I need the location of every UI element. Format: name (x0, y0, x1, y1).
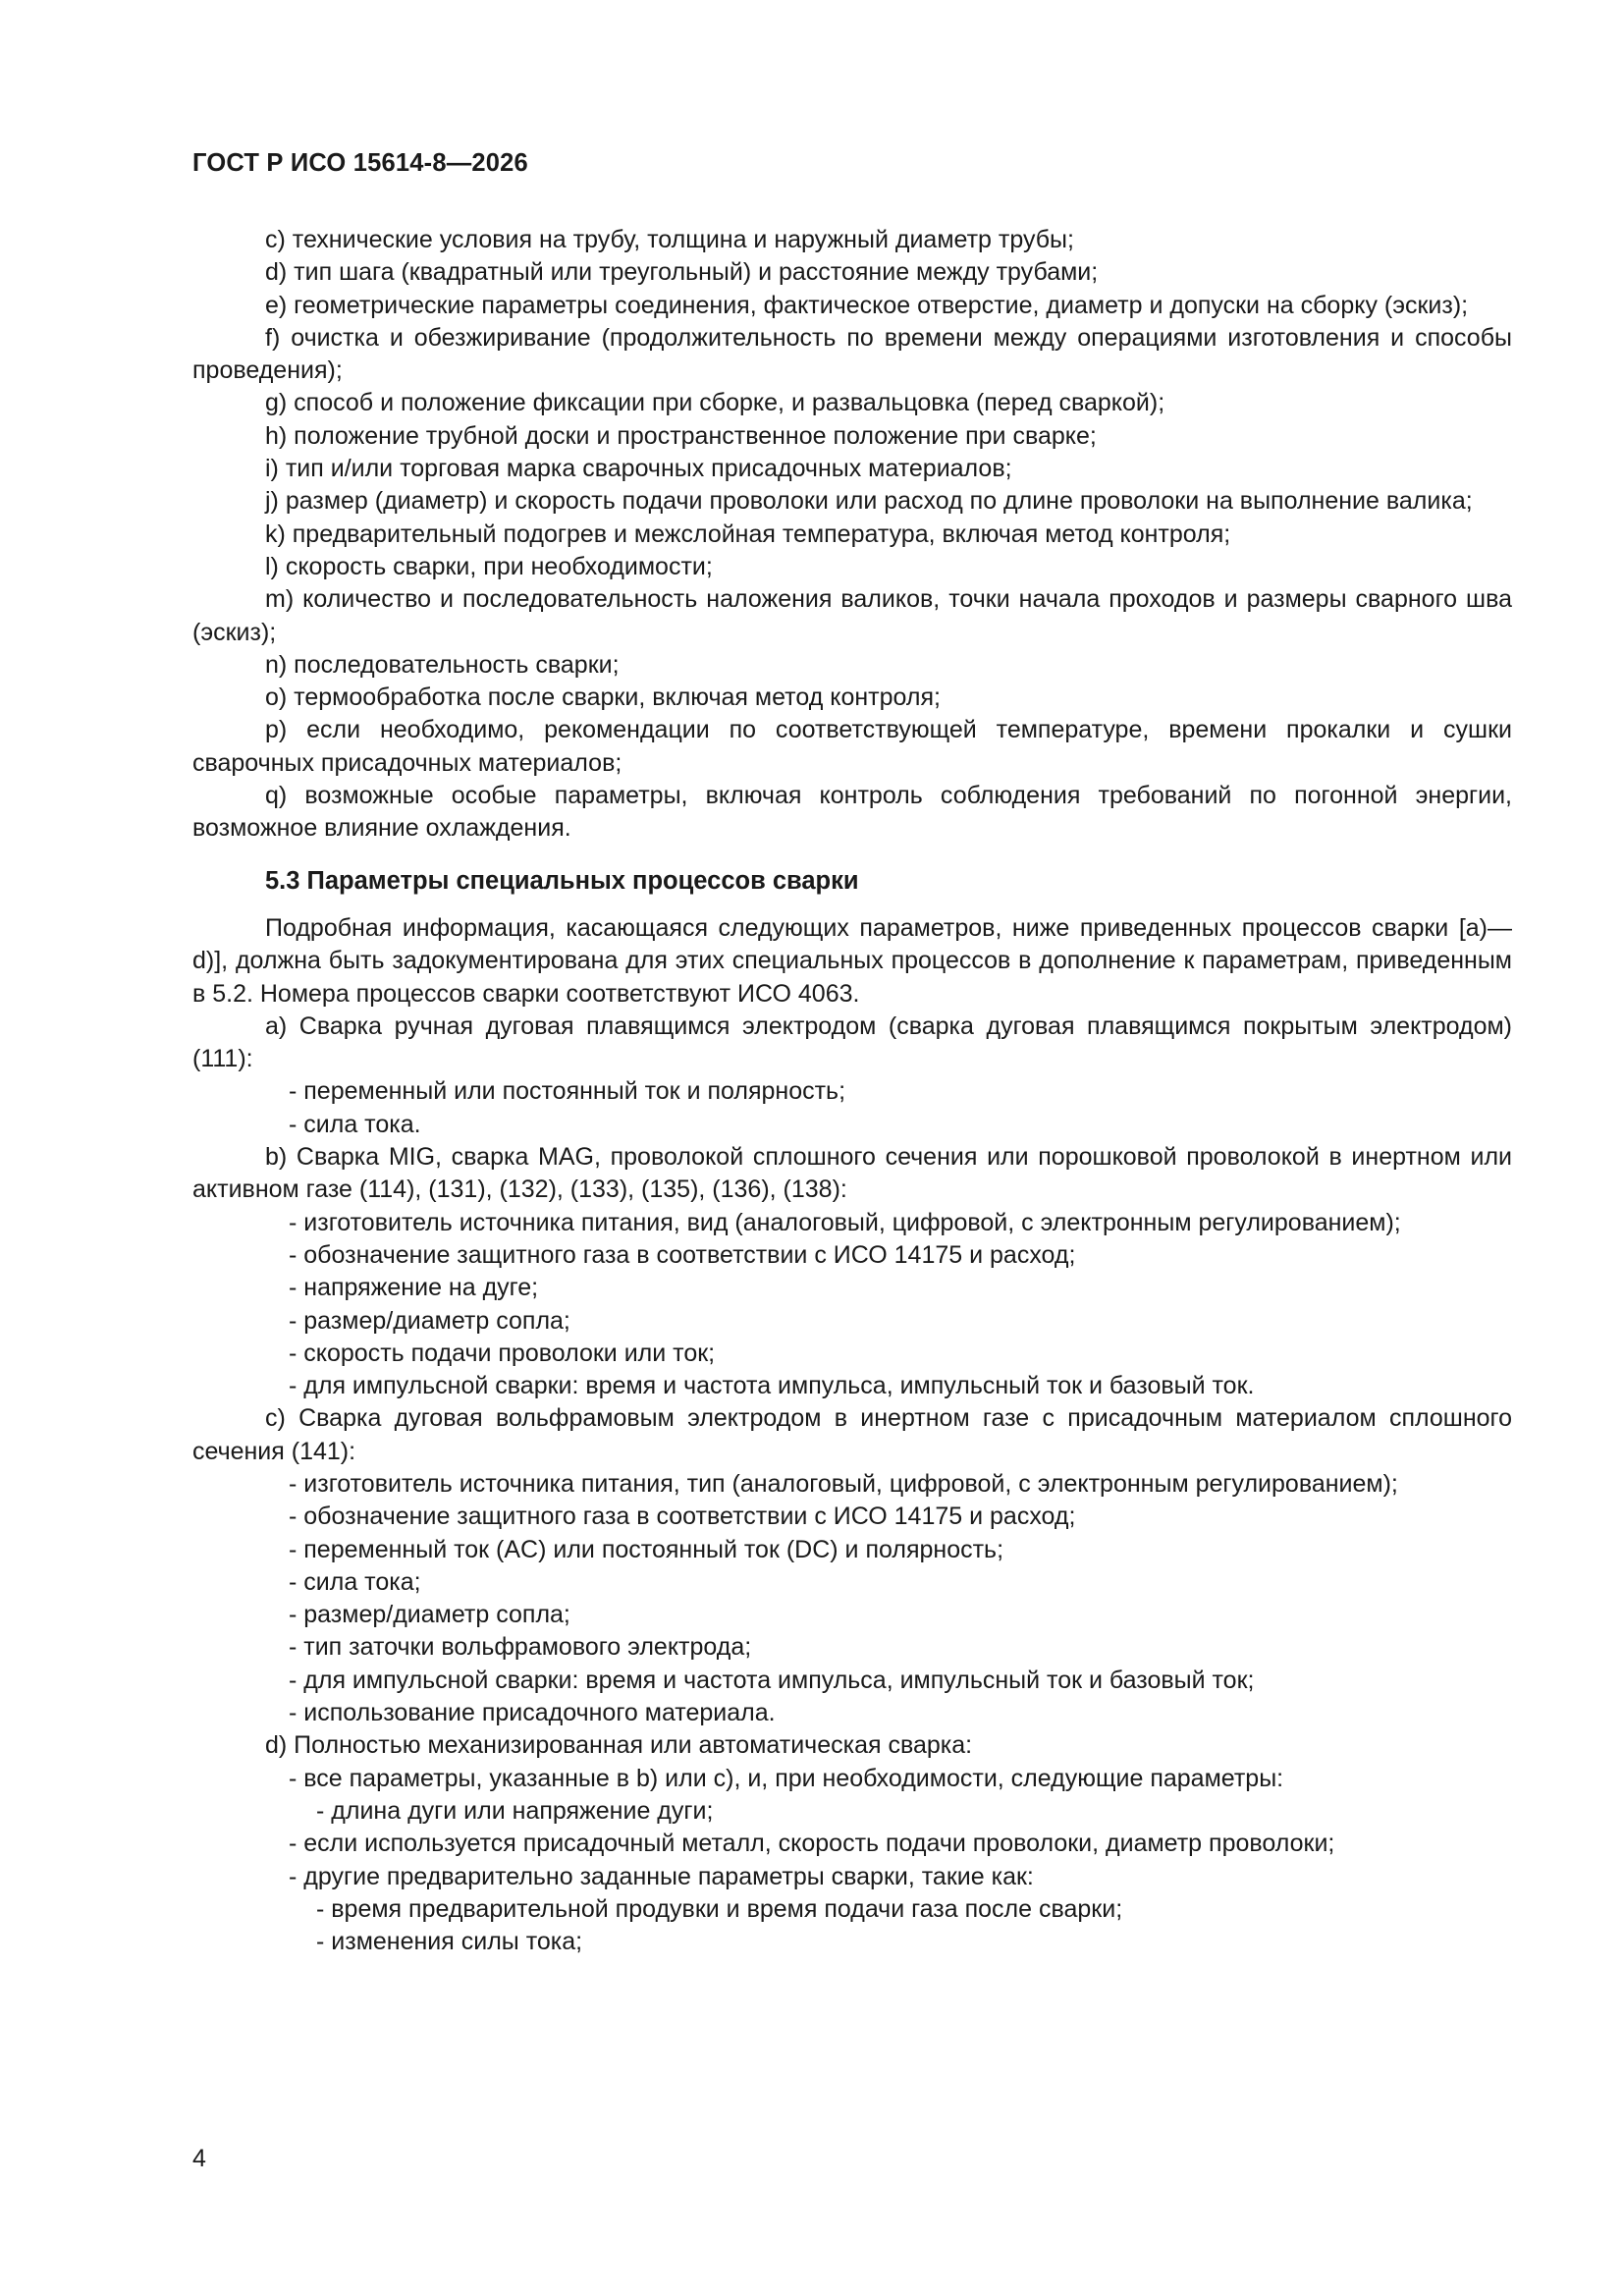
process-a-item: - переменный или постоянный ток и полярность; (289, 1077, 846, 1106)
list-item-m: m) количество и последовательность наложения валиков, точки начала проходов и размеры сварного шва (эскиз); (192, 585, 1512, 646)
process-b-item: - скорость подачи проволоки или ток; (289, 1339, 716, 1367)
section-heading: 5.3 Параметры специальных процессов сварки (265, 866, 859, 895)
list-item-i: i) тип и/или торговая марка сварочных присадочных материалов; (265, 455, 1012, 483)
page-body (192, 224, 1512, 1958)
list-item-n: n) последовательность сварки; (265, 650, 620, 679)
process-a-item: - сила тока. (289, 1110, 421, 1138)
list-item-f: f) очистка и обезжиривание (продолжительность по времени между операциями изготовления и способы проведения); (192, 323, 1512, 385)
list-item-p: p) если необходимо, рекомендации по соответствующей температуре, времени прокалки и сушки сварочных присадочных материалов; (192, 716, 1512, 777)
process-b-item: - напряжение на дуге; (289, 1274, 539, 1302)
section-intro: Подробная информация, касающаяся следующих параметров, ниже приведенных процессов сварки [a)—d)], должна быть задокументирована для этих специальных процессов в дополнение к параметрам, приведенным в 5.2. Номера процессов сварки соответствуют ИСО 4063. (192, 913, 1512, 1008)
process-c-title: c) Сварка дуговая вольфрамовым электродом в инертном газе с присадочным материалом сплошного сечения (141): (192, 1404, 1512, 1465)
process-c-item: - использование присадочного материала. (289, 1699, 776, 1727)
process-c-item: - обозначение защитного газа в соответствии с ИСО 14175 и расход; (289, 1503, 1076, 1531)
list-item-h: h) положение трубной доски и пространственное положение при сварке; (265, 421, 1097, 450)
process-c-item: - сила тока; (289, 1567, 421, 1596)
process-b-item: - изготовитель источника питания, вид (аналоговый, цифровой, с электронным регулированием); (289, 1208, 1401, 1236)
list-item-k: k) предварительный подогрев и межслойная температура, включая метод контроля; (265, 519, 1231, 548)
process-d-item: - другие предварительно заданные параметры сварки, такие как: (289, 1862, 1034, 1890)
process-b-item: - для импульсной сварки: время и частота импульса, импульсный ток и базовый ток. (289, 1372, 1255, 1400)
process-c-item: - переменный ток (AC) или постоянный ток (DC) и полярность; (289, 1535, 1004, 1563)
list-item-c: c) технические условия на трубу, толщина и наружный диаметр трубы; (265, 226, 1074, 253)
process-c-item: - изготовитель источника питания, тип (аналоговый, цифровой, с электронным регулированием); (289, 1469, 1398, 1498)
process-d-subitem: - время предварительной продувки и время подачи газа после сварки; (316, 1894, 1123, 1923)
list-item-e: e) геометрические параметры соединения, фактическое отверстие, диаметр и допуски на сборку (эскиз); (265, 291, 1469, 319)
list-item-o: o) термообработка после сварки, включая метод контроля; (265, 683, 941, 712)
process-d-item: - если используется присадочный металл, скорость подачи проволоки, диаметр проволоки; (289, 1830, 1335, 1858)
list-item-j: j) размер (диаметр) и скорость подачи проволоки или расход по длине проволоки на выполнение валика; (265, 487, 1473, 516)
list-item-q: q) возможные особые параметры, включая контроль соблюдения требований по погонной энергии, возможное влияние охлаждения. (192, 782, 1512, 843)
process-d-item: - все параметры, указанные в b) или c), и, при необходимости, следующие параметры: (289, 1764, 1284, 1792)
process-d-subitem: - длина дуги или напряжение дуги; (316, 1796, 714, 1825)
list-item-g: g) способ и положение фиксации при сборке, и развальцовка (перед сваркой); (265, 389, 1165, 417)
process-b-item: - размер/диаметр сопла; (289, 1306, 570, 1335)
list-item-d: d) тип шага (квадратный или треугольный) и расстояние между трубами; (265, 258, 1099, 287)
process-c-item: - тип заточки вольфрамового электрода; (289, 1633, 752, 1662)
list-item-l: l) скорость сварки, при необходимости; (265, 552, 713, 580)
process-d-title: d) Полностью механизированная или автоматическая сварка: (265, 1731, 973, 1760)
process-b-title: b) Сварка MIG, сварка MAG, проволокой сплошного сечения или порошковой проволокой в инертном или активном газе (114), (131), (132), (133), (135), (136), (138): (192, 1143, 1512, 1204)
process-a-title: a) Сварка ручная дуговая плавящимся электродом (сварка дуговая плавящимся покрытым электродом) (111): (192, 1011, 1512, 1073)
page-number: 4 (192, 2145, 206, 2172)
process-c-item: - размер/диаметр сопла; (289, 1601, 570, 1629)
document-header: ГОСТ Р ИСО 15614-8—2026 (192, 149, 528, 177)
process-b-item: - обозначение защитного газа в соответствии с ИСО 14175 и расход; (289, 1240, 1076, 1269)
process-d-subitem: - изменения силы тока; (316, 1928, 583, 1956)
process-c-item: - для импульсной сварки: время и частота импульса, импульсный ток и базовый ток; (289, 1666, 1255, 1694)
